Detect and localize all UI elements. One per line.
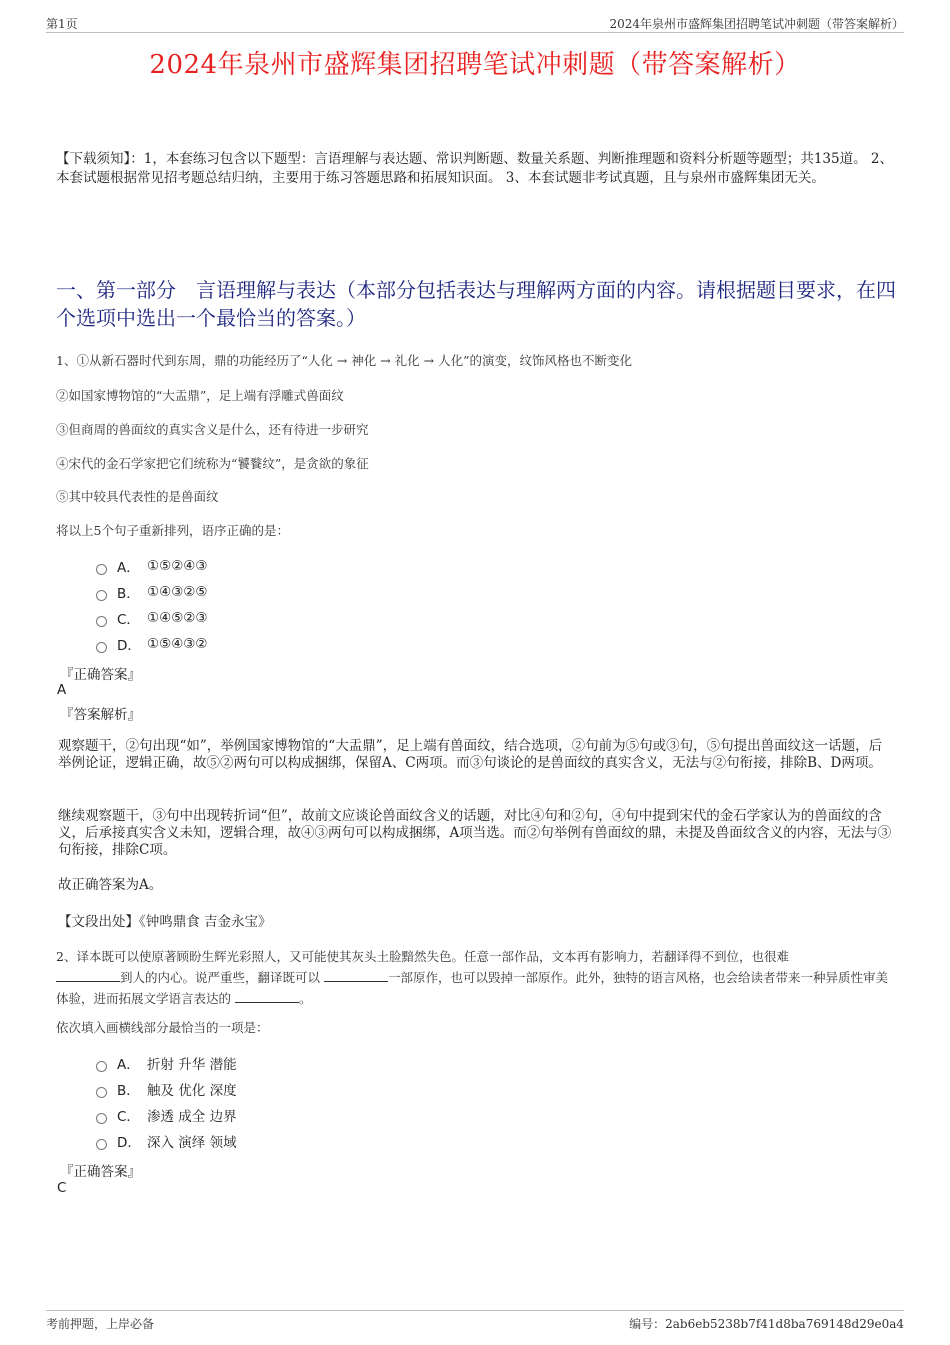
footer-serial: 编号：2ab6eb5238b7f41d8ba769148d29e0a4 [629,1317,904,1331]
download-notice: 【下载须知】：1，本套练习包含以下题型：言语理解与表达题、常识判断题、数量关系题、判断推理题和资料分析题等题型；共135道。 2、本套试题根据常见招考题总结归纳，主要用于练习答题思路和拓展知识面。 3、本套试题非考试真题，且与泉州市盛辉集团无关。 [56,151,893,186]
q1-line-5: ⑤其中较具代表性的是兽面纹 [56,489,219,504]
fill-blank-2 [324,969,388,982]
q1-line-4: ④宋代的金石学家把它们统称为“饕餮纹”，是贪欲的象征 [56,456,369,471]
radio-icon[interactable] [96,590,107,601]
q1-analysis-label: 『答案解析』 [60,707,141,723]
fill-blank-3 [235,990,299,1003]
q2-answer-label: 『正确答案』 [60,1164,141,1180]
q2-prompt: 依次填入画横线部分最恰当的一项是： [56,1020,269,1035]
header-doc-title: 2024年泉州市盛辉集团招聘笔试冲刺题（带答案解析） [609,17,904,31]
q2-option-d[interactable]: D． 深入 演绎 领域 [96,1128,237,1154]
footer-slogan: 考前押题，上岸必备 [46,1317,155,1331]
q2-answer: C [57,1180,67,1196]
radio-icon[interactable] [96,642,107,653]
q2-option-a[interactable]: A． 折射 升华 潜能 [96,1050,237,1076]
q1-prompt: 将以上5个句子重新排列，语序正确的是： [56,523,289,538]
radio-icon[interactable] [96,1113,107,1124]
q1-option-c[interactable]: C． ①④⑤②③ [96,605,208,631]
q2-option-c[interactable]: C． 渗透 成全 边界 [96,1102,237,1128]
radio-icon[interactable] [96,1139,107,1150]
q1-option-b[interactable]: B． ①④③②⑤ [96,579,208,605]
page-header [46,14,904,33]
q1-source: 【文段出处】《钟鸣鼎食 吉金永宝》 [58,914,272,930]
q1-option-d[interactable]: D． ①⑤④③② [96,631,208,657]
q1-options [96,553,208,657]
q1-line-3: ③但商周的兽面纹的真实含义是什么，还有待进一步研究 [56,422,369,437]
q1-line-1: 1、①从新石器时代到东周，鼎的功能经历了“人化 → 神化 → 礼化 → 人化”的演变，纹饰风格也不断变化 [56,353,632,368]
q1-analysis-para-1: 观察题干，②句出现“如”，举例国家博物馆的“大盂鼎”，足上端有兽面纹，结合选项，②句前为⑤句或③句，⑤句提出兽面纹这一话题，后举例论证，逻辑正确，故⑤②两句可以构成捆绑，保留A、C两项。而③句谈论的是兽面纹的真实含义，无法与②句衔接，排除B、D两项。 [58,738,883,771]
q2-option-b[interactable]: B． 触及 优化 深度 [96,1076,237,1102]
q2-options [96,1050,237,1154]
radio-icon[interactable] [96,616,107,627]
q1-option-a[interactable]: A． ①⑤②④③ [96,553,208,579]
q1-answer-label: 『正确答案』 [60,667,141,683]
q1-answer: A [57,682,67,698]
section-heading: 一、第一部分 言语理解与表达（本部分包括表达与理解两方面的内容。请根据题目要求，在四个选项中选出一个最恰当的答案。） [56,278,896,330]
radio-icon[interactable] [96,1087,107,1098]
radio-icon[interactable] [96,564,107,575]
page-footer [46,1310,904,1333]
q2-stem: 2、译本既可以使原著顾盼生辉光彩照人，又可能使其灰头土脸黯然失色。任意一部作品，文本再有影响力，若翻译得不到位，也很难 到人的内心。说严重些，翻译既可以 一部原作，也可以毁掉一部原作。此外，独特的语言风格，也会给读者带来一种异质性审美体验，进而拓展文学语言表达的 。 [56,949,889,1006]
q1-analysis-para-2: 继续观察题干，③句中出现转折词“但”，故前文应谈论兽面纹含义的话题，对比④句和②句，④句中提到宋代的金石学家认为的兽面纹的含义，后承接真实含义未知，逻辑合理，故④③两句可以构成捆绑，A项当选。而②句举例有兽面纹的鼎，未提及兽面纹含义的内容，无法与③句衔接，排除C项。 [58,808,892,858]
q1-line-2: ②如国家博物馆的“大盂鼎”，足上端有浮雕式兽面纹 [56,388,344,403]
page-title: 2024年泉州市盛辉集团招聘笔试冲刺题（带答案解析） [149,50,801,80]
radio-icon[interactable] [96,1061,107,1072]
q1-analysis-para-3: 故正确答案为A。 [58,877,163,893]
page-number: 第1页 [46,17,78,31]
fill-blank-1 [56,969,120,982]
